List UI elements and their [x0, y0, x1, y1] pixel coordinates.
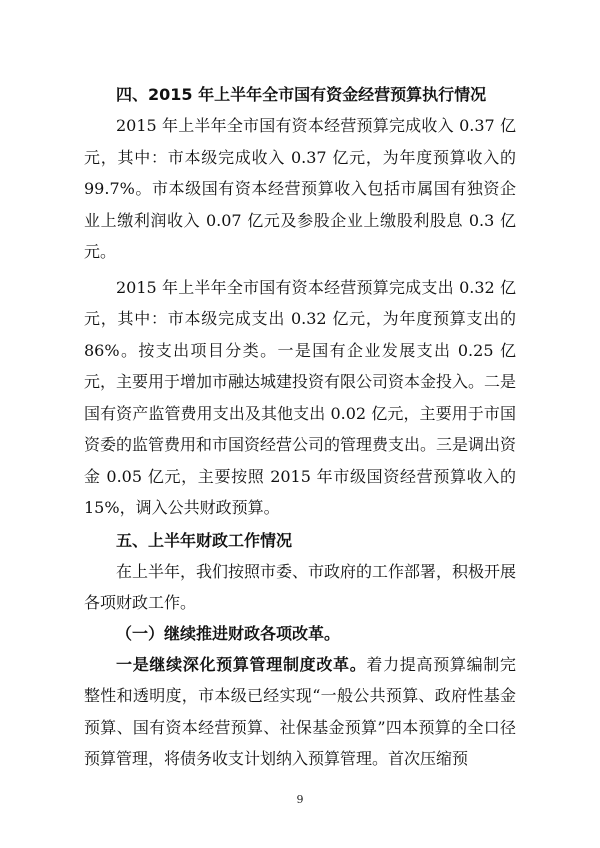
item-lead: 一是继续深化预算管理制度改革。: [116, 654, 367, 674]
section-heading-4: 四、2015 年上半年全市国有资金经营预算执行情况: [116, 85, 487, 104]
page-number: 9: [296, 793, 304, 806]
subheading-reform: （一）继续推进财政各项改革。: [116, 623, 341, 643]
paragraph-overview: 在上半年，我们按照市委、市政府的工作部署，积极开展各项财政工作。: [84, 561, 517, 612]
section-heading-5: 五、上半年财政工作情况: [116, 530, 293, 550]
document-body: [84, 80, 516, 775]
paragraph-expenditure: 2015 年上半年全市国有资本经营预算完成支出 0.32 亿元，其中：市本级完成支出 0.32 亿元，为年度预算支出的 86%。按支出项目分类。一是国有企业发展支出 0.25 亿元，主要用于增加市融达城建投资有限公司资本金投入。二是国有资产监管费用支出及其他支出 0.02 亿元，主要用于市国资委的监管费用和市国资经营公司的管理费支出。三是调出资金 0.05 亿元，主要按照 2015 年市级国资经营预算收入的 15%，调入公共财政预算。: [84, 277, 517, 517]
paragraph-income: 2015 年上半年全市国有资本经营预算完成收入 0.37 亿元，其中：市本级完成收入 0.37 亿元，为年度预算收入的 99.7%。市本级国有资本经营预算收入包括市属国有独资企业上缴利润收入 0.07 亿元及参股企业上缴股利股息 0.3 亿元。: [84, 116, 516, 261]
item-text: 着力提高预算编制完整性和透明度，市本级已经实现“一般公共预算、政府性基金预算、国有资本经营预算、社保基金预算”四本预算的全口径预算管理，将债务收支计划纳入预算管理。首次压缩预: [84, 654, 516, 768]
paragraph-budget-reform: [84, 649, 516, 775]
